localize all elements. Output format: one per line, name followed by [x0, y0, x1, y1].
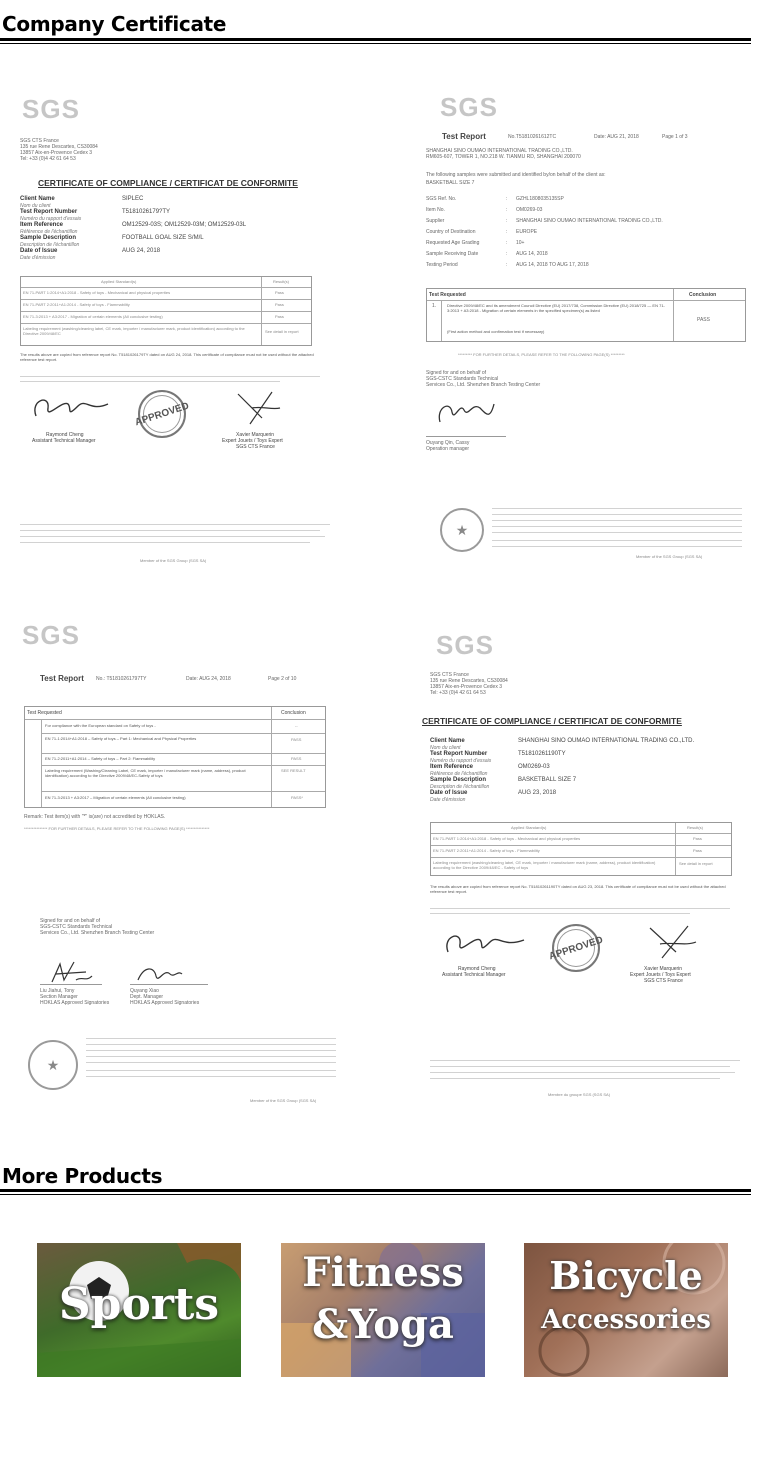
- table-cell: --: [295, 723, 298, 728]
- signer-name: Liu Jiahui, Tony: [40, 988, 75, 994]
- field-value: SHANGHAI SINO OUMAO INTERNATIONAL TRADING CO.,LTD.: [518, 738, 695, 744]
- field-value: OM0269-03: [516, 207, 543, 213]
- table-cell: See detail in report: [265, 329, 299, 334]
- field-label: Item No.: [426, 207, 445, 213]
- report-date: Date: AUG 21, 2018: [594, 134, 639, 140]
- field-label: Sample Description: [430, 777, 487, 783]
- signer-name: Raymond Cheng: [46, 432, 84, 438]
- signature-xavier-marquerin: [644, 922, 698, 962]
- signer-title: Dept. Manager: [130, 994, 164, 1000]
- field-label: Requested Age Grading: [426, 240, 480, 246]
- sgs-seal-icon: ★: [28, 1040, 78, 1090]
- address-line: 135 rue Rene Descartes, CS30084: [20, 144, 98, 150]
- certificate-of-compliance-basketball: [408, 608, 758, 1108]
- table-cell: EN 71-3:2013 + A3:2017 - Migration of certain elements (All conclusive testing): [23, 314, 163, 319]
- field-value: AUG 23, 2018: [518, 790, 557, 796]
- address-line: SGS CTS France: [20, 138, 59, 144]
- table-cell: PASS: [291, 737, 302, 742]
- field-value: FOOTBALL GOAL SIZE S/M/L: [122, 235, 204, 241]
- table-cell: Labeling requirement (washing/cleaning label, CE mark, importer / manufacturer mark (name, address), product identification) according to the Directive 2009/48/EC - Safety of toys: [433, 860, 656, 870]
- field-label-fr: Date d'émission: [430, 797, 466, 803]
- field-label-fr: Référence de l'échantillon: [20, 229, 78, 235]
- signer-name: Ouyang Qin, Cassy: [426, 440, 470, 446]
- table-cell: EN 71-1:2014+A1:2018 – Safety of toys – Part 1: Mechanical and Physical Properties: [45, 736, 197, 741]
- table-cell: PASS: [291, 756, 302, 761]
- reference-note: The results above are copied from reference report No. T51810261190TY dated on AUG 23, 2018. This certificate of compliance must not be used without the attached reference test report.: [430, 884, 726, 894]
- table-cell: EN 71-3:2013 + A3:2017 – Migration of certain elements (All conclusive testing): [45, 795, 186, 800]
- product-card-fitness-yoga[interactable]: [281, 1243, 485, 1377]
- table-header: Result(s): [687, 825, 704, 830]
- table-cell: EN 71-PART 1:2014+A1:2018 - Safety of toys - Mechanical and physical properties: [433, 836, 581, 841]
- company-name: SHANGHAI SINO OUMAO INTERNATIONAL TRADING CO.,LTD.: [426, 148, 573, 154]
- test-report-page2: [10, 608, 360, 1108]
- field-value: SHANGHAI SINO OUMAO INTERNATIONAL TRADING CO.,LTD.: [516, 218, 663, 224]
- field-value: T5181026179?TY: [122, 209, 171, 215]
- table-cell: Labeling requirement (Washing/Cleaning Label, CE mark, importer / manufacturer mark (name, address), product identification) according to the Directive 2009/48/EC-Safety of toys: [45, 768, 246, 778]
- field-label: Test Report Number: [20, 209, 78, 215]
- signer-title: Operation manager: [426, 446, 470, 452]
- test-requested-table: Test Requested Conclusion 1. Directive 2009/48/EC and its amendment Council Directive (EU) 2017/738, Commission Directive (EU) 2018/725 — EN 71-3:2013 + A3:2018 - Migration of certain elements in the specified specimen(s) as listed (First action method and confirmation test if necessary) PASS: [426, 288, 746, 342]
- table-cell: Directive 2009/48/EC and its amendment Council Directive (EU) 2017/738, Commission Directive (EU) 2018/725 — EN 71-3:2013 + A3:2018 - Migration of certain elements in the specified specimen(s) as listed: [447, 303, 665, 313]
- field-value: BASKETBALL SIZE 7: [518, 777, 577, 783]
- more-products-heading: More Products: [2, 1164, 163, 1188]
- signed-line: SGS-CSTC Standards Technical: [426, 376, 499, 382]
- field-label-fr: Référence de l'échantillon: [430, 771, 488, 777]
- applied-standards-table: [20, 276, 312, 346]
- signer-title: Expert Jouets / Toys Expert: [630, 972, 691, 978]
- field-label: Client Name: [430, 738, 465, 744]
- certificate-heading: CERTIFICATE OF COMPLIANCE / CERTIFICAT DE CONFORMITE: [38, 178, 298, 188]
- address-line: Tel: +33 (0)4 42 61 64 53: [430, 690, 486, 696]
- signature-ouyang-qin: [430, 392, 500, 432]
- table-cell: Pass: [275, 314, 284, 319]
- address-line: Tel: +33 (0)4 42 61 64 53: [20, 156, 76, 162]
- certificate-heading: CERTIFICATE OF COMPLIANCE / CERTIFICAT DE CONFORMITE: [422, 716, 682, 726]
- table-cell: SEE RESULT: [281, 768, 306, 773]
- signer-org: SGS CTS France: [644, 978, 683, 984]
- further-details-note: *************** FOR FURTHER DETAILS, PLEASE REFER TO THE FOLLOWING PAGE(S) ***************: [24, 826, 210, 831]
- heading-rule-thin: [0, 43, 751, 44]
- signer-org: HOKLAS Approved Signatories: [40, 1000, 110, 1006]
- field-value: GZHL1808035135SP: [516, 196, 564, 202]
- table-header: Test Requested: [27, 710, 62, 716]
- address-line: 135 rue Rene Descartes, CS30084: [430, 678, 508, 684]
- sgs-logo: SGS: [436, 630, 494, 660]
- table-cell: Labeling requirement (washing/cleaning label, CE mark, importer / manufacturer mark, product identification) according to the Directive 2009/48/EC: [23, 326, 245, 336]
- field-label: Client Name: [20, 196, 55, 202]
- signed-line: Signed for and on behalf of: [40, 918, 101, 924]
- heading-rule-thick: [0, 1189, 751, 1192]
- product-label-line2: Accessories: [541, 1305, 711, 1335]
- test-report-basketball-page1: SGS Test Report No.T51810261612TC Date: AUG 21, 2018 Page 1 of 3 SHANGHAI SINO OUMAO INTERNATIONAL TRADING CO.,LTD. RM605-607, TOWER 1, NO.218 W. TIANMU RD, SHANGHAI 200070 The following samples were submitted and identified by/on behalf of the client as: BASKETBALL SIZE 7 SGS Ref. No. : GZHL1808035135SP Item No. : OM0269-03 Supplier : SHANGHAI SINO OUMAO INTERNATIONAL TRADING CO.,LTD. Country of Destination : EUROPE Requested Age Grading : 10+ Sample Receiving Date : AUG 14, 2018 Testing Period : AUG 14, 2018 TO AUG 17, 2018 Test Requested Conclusion 1. Directive 2009/48/EC and its amendment Council Directive (EU) 2017/738, Commission Directive (EU) 2018/725 — EN 71-3:2013 + A3:2018 - Migration of certain elements in the specified specimen(s) as listed (First action method and confirmation test if necessary) PASS ********* FOR FURTHER DETAILS, PLEASE REFER TO THE FOLLOWING PAGE(S) ********* Signed for and on behalf of SGS-CSTC Standards Technical Services Co., Ltd. Shenzhen Branch Testing Center Ouyang Qin, Cassy Operation manager ★ Member of the SGS Group (SGS SA): [408, 80, 758, 570]
- signer-org: HOKLAS Approved Signatories: [130, 1000, 200, 1006]
- report-page: Page 2 of 10: [268, 676, 297, 682]
- report-page: Page 1 of 3: [662, 134, 688, 140]
- table-header: Conclusion: [281, 710, 306, 716]
- field-label: Date of Issue: [430, 790, 468, 796]
- product-label: Sports: [58, 1279, 220, 1330]
- footer-text: Member of the SGS Group (SGS SA): [140, 558, 207, 563]
- table-header: Applied Standard(s): [511, 825, 547, 830]
- signer-title: Assistant Technical Manager: [442, 972, 506, 978]
- product-name: BASKETBALL SIZE 7: [426, 180, 475, 186]
- product-card-sports[interactable]: [37, 1243, 241, 1377]
- table-cell: Pass: [693, 836, 702, 841]
- remark-text: Remark: Test item(s) with "*" is(are) not accredited by HOKLAS.: [24, 814, 166, 820]
- field-label: Date of Issue: [20, 248, 58, 254]
- signed-line: Signed for and on behalf of: [426, 370, 487, 376]
- report-date: Date: AUG 24, 2018: [186, 676, 231, 682]
- sgs-logo: SGS: [440, 92, 498, 122]
- reference-note: The results above are copied from reference report No. T5181026179TY dated on AUG 24, 2018. This certificate of compliance must not be used without the attached reference test report.: [20, 352, 314, 362]
- field-label: Item Reference: [430, 764, 474, 770]
- applied-standards-table: [430, 822, 732, 876]
- footer-text: Membre du groupe SGS (SGS SA): [548, 1092, 611, 1097]
- heading-rule-thick: [0, 38, 751, 41]
- table-header: Test Requested: [429, 292, 466, 298]
- field-label: Sample Receiving Date: [426, 251, 479, 257]
- table-cell: Pass: [275, 290, 284, 295]
- company-certificate-heading: Company Certificate: [2, 12, 227, 36]
- field-value: SIPLEC: [122, 196, 144, 202]
- field-value: EUROPE: [516, 229, 538, 235]
- table-header: Result(s): [273, 279, 290, 284]
- field-value: AUG 24, 2018: [122, 248, 161, 254]
- sgs-logo: SGS: [22, 620, 80, 650]
- sgs-logo: SGS: [22, 94, 80, 124]
- field-label-fr: Description de l'échantillon: [20, 242, 80, 248]
- field-value: AUG 14, 2018: [516, 251, 548, 257]
- table-header: Conclusion: [689, 292, 717, 298]
- field-label: Item Reference: [20, 222, 64, 228]
- address-line: SGS CTS France: [430, 672, 469, 678]
- table-cell: Pass: [693, 848, 702, 853]
- signature-raymond-cheng: [28, 390, 118, 426]
- footer-text: Member of the SGS Group (SGS SA): [250, 1098, 317, 1103]
- field-label-fr: Description de l'échantillon: [430, 784, 490, 790]
- field-value: T51810261190TY: [518, 751, 566, 757]
- signer-org: SGS CTS France: [236, 444, 275, 450]
- field-label: Test Report Number: [430, 751, 488, 757]
- field-label-fr: Numéro du rapport d'essais: [20, 216, 82, 222]
- company-address: RM605-607, TOWER 1, NO.218 W. TIANMU RD, SHANGHAI 200070: [426, 154, 581, 160]
- table-cell: EN 71-PART 2:2011+A1:2014 - Safety of toys - Flammability: [23, 302, 130, 307]
- table-cell: Pass: [275, 302, 284, 307]
- table-cell: PASS*: [291, 795, 303, 800]
- field-label: SGS Ref. No.: [426, 196, 457, 202]
- field-label: Country of Destination: [426, 229, 476, 235]
- field-label: Testing Period: [426, 262, 458, 268]
- signer-name: Xavier Marquerin: [236, 432, 275, 438]
- report-number: No.: T51810261797TY: [96, 676, 147, 682]
- signer-name: Xavier Marquerin: [644, 966, 683, 972]
- product-label-line2: &Yoga: [312, 1301, 454, 1348]
- product-label: Fitness: [302, 1249, 464, 1296]
- table-cell: EN 71-2:2011+A1:2014 – Safety of toys – Part 2: Flammability: [45, 756, 156, 761]
- report-label: Test Report: [442, 132, 486, 141]
- table-cell: (First action method and confirmation test if necessary): [447, 329, 545, 334]
- product-card-bicycle-accessories[interactable]: [524, 1243, 728, 1377]
- footer-text: Member of the SGS Group (SGS SA): [636, 554, 703, 559]
- field-value: AUG 14, 2018 TO AUG 17, 2018: [516, 262, 589, 268]
- address-line: 13857 Aix-en-Provence Cedex 3: [20, 150, 92, 156]
- approved-stamp: APPROVED: [552, 924, 600, 972]
- report-number: No.T51810261612TC: [508, 134, 557, 140]
- table-cell: For compliance with the European standard on Safety of toys -: [45, 723, 156, 728]
- field-value: 10+: [516, 240, 525, 246]
- table-cell: EN 71-PART 1:2014+A1:2018 - Safety of toys - Mechanical and physical properties: [23, 290, 171, 295]
- field-label-fr: Date d'émission: [20, 255, 56, 261]
- approved-stamp: APPROVED: [138, 390, 186, 438]
- field-label-fr: Nom du client: [430, 745, 461, 751]
- signed-line: Services Co., Ltd. Shenzhen Branch Testing Center: [40, 930, 155, 936]
- field-value: OM0269-03: [518, 764, 550, 770]
- heading-rule-thin: [0, 1194, 751, 1195]
- field-label: Supplier: [426, 218, 445, 224]
- address-line: 13857 Aix-en-Provence Cedex 3: [430, 684, 502, 690]
- signer-title: Assistant Technical Manager: [32, 438, 96, 444]
- intro-text: The following samples were submitted and identified by/on behalf of the client as:: [426, 172, 606, 178]
- table-cell: EN 71-PART 2:2011+A1:2014 - Safety of toys - Flammability: [433, 848, 540, 853]
- field-label-fr: Nom du client: [20, 203, 51, 209]
- table-header: Applied Standard(s): [101, 279, 137, 284]
- signer-name: Quyang Xiao: [130, 988, 159, 994]
- signed-line: SGS-CSTC Standards Technical: [40, 924, 113, 930]
- signature-xavier-marquerin: [232, 388, 282, 428]
- conclusion-pass: PASS: [697, 317, 710, 323]
- table-cell: See detail in report: [679, 861, 713, 866]
- certificate-of-compliance-football: [10, 80, 360, 570]
- further-details-note: ********* FOR FURTHER DETAILS, PLEASE REFER TO THE FOLLOWING PAGE(S) *********: [458, 352, 625, 357]
- signer-title: Expert Jouets / Toys Expert: [222, 438, 283, 444]
- field-value: OM12529-03S; OM12529-03M; OM12529-03L: [122, 222, 247, 228]
- test-requested-table: [24, 706, 326, 808]
- sgs-seal-icon: ★: [440, 508, 484, 552]
- field-label: Sample Description: [20, 235, 77, 241]
- product-label: Bicycle: [549, 1253, 703, 1298]
- field-label-fr: Numéro du rapport d'essais: [430, 758, 492, 764]
- signer-name: Raymond Cheng: [458, 966, 496, 972]
- signature-raymond-cheng: [440, 926, 530, 962]
- report-label: Test Report: [40, 674, 84, 683]
- signed-line: Services Co., Ltd. Shenzhen Branch Testing Center: [426, 382, 541, 388]
- signer-title: Section Manager: [40, 994, 78, 1000]
